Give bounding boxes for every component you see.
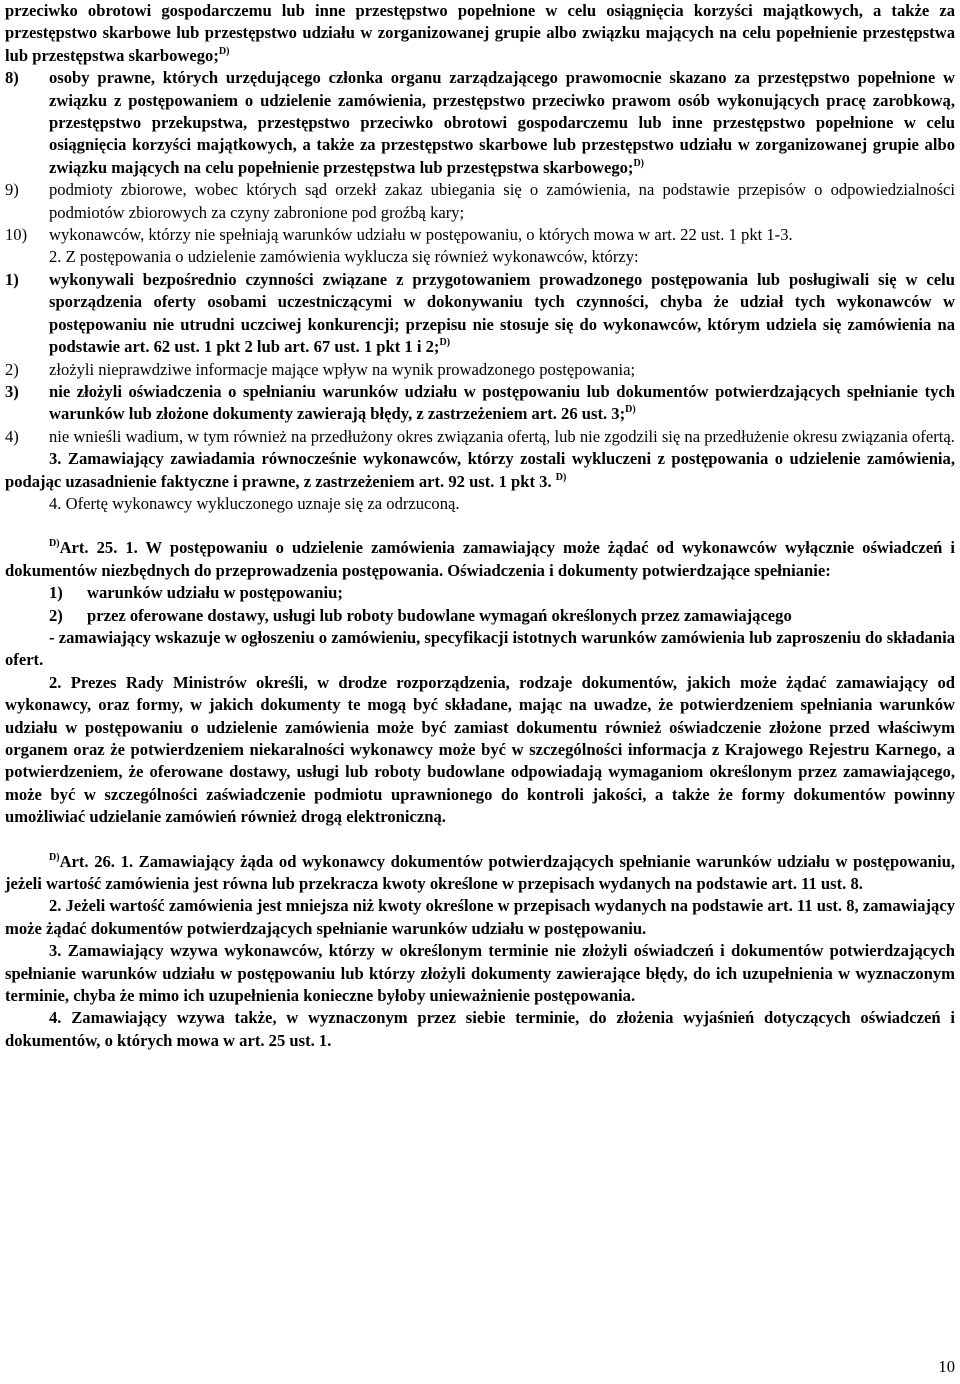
section-2-item-3: 3) nie złożyli oświadczenia o spełnianiu warunków udziału w postępowaniu lub dokumentów potwierdzających spełnianie tych warunków lub złożone dokumenty zawierają błędy, z zastrzeżeniem art. 26 ust. 3;$^{D)}$ [5,381,955,424]
section-2-item-1: 1) wykonywali bezpośrednio czynności związane z przygotowaniem prowadzonego postępowania lub posługiwali się w celu sporządzenia oferty osobami uczestniczącymi w dokonywaniu tych czynności, chyba że udział tych wykonawców w postępowaniu nie utrudni uczciwej konkurencji; przepisu nie stosuje się do wykonawców, którym udziela się zamówienia na podstawie art. 62 ust. 1 pkt 2 lub art. 67 ust. 1 pkt 1 i 2;$^{D)}$ [5,269,955,357]
list-item-9: 9) podmioty zbiorowe, wobec których sąd orzekł zakaz ubiegania się o zamówienia, na podstawie przepisów o odpowiedzialności podmiotów zbiorowych za czyny zabronione pod groźbą kary; [5,180,955,222]
spacer [5,515,955,537]
article-25-continuation: - zamawiający wskazuje w ogłoszeniu o zamówieniu, specyfikacji istotnych warunków zamówienia lub zaproszeniu do składania ofert. [5,627,955,670]
article-25: $^{D)}$Art. 25. 1. W postępowaniu o udzielenie zamówienia zamawiający może żądać od wykonawców wyłącznie oświadczeń i dokumentów niezbędnych do przeprowadzenia postępowania. Oświadczenia i dokumenty potwierdzające spełnianie: [5,538,955,580]
list-item-10: 10) wykonawców, którzy nie spełniają warunków udziału w postępowaniu, o których mowa w art. 22 ust. 1 pkt 1-3. [5,225,793,245]
page-number: 10 [938,1357,955,1376]
document-page [5,0,955,1052]
article-25-item-2: 2) przez oferowane dostawy, usługi lub roboty budowlane wymagań określonych przez zamawiającego [49,605,792,625]
article-26: $^{D)}$Art. 26. 1. Zamawiający żąda od wykonawcy dokumentów potwierdzających spełnianie warunków udziału w postępowaniu, jeżeli wartość zamówienia jest równa lub przekracza kwoty określone w przepisach wydanych na podstawie art. 11 ust. 8. [5,851,955,894]
article-25-item-1: 1) warunków udziału w postępowaniu; [49,583,343,603]
section-2-intro: 2. Z postępowania o udzielenie zamówienia wyklucza się również wykonawców, którzy: [49,247,639,267]
section-2-item-4: 4) nie wnieśli wadium, w tym również na przedłużony okres związania ofertą, lub nie zgodzili się na przedłużenie okresu związania ofertą. [5,426,955,446]
article-26-section-4: 4. Zamawiający wzywa także, w wyznaczonym przez siebie terminie, do złożenia wyjaśnień dotyczących oświadczeń i dokumentów, o których mowa w art. 25 ust. 1. [5,1008,955,1050]
list-item-8: 8) osoby prawne, których urzędującego członka organu zarządzającego prawomocnie skazano za przestępstwo popełnione w związku z postępowaniem o udzielenie zamówienia, przestępstwo przeciwko prawom osób wykonujących pracę zarobkową, przestępstwo przekupstwa, przestępstwo przeciwko obrotowi gospodarczemu lub inne przestępstwo popełnione w celu osiągnięcia korzyści majątkowych, a także za przestępstwo skarbowe lub przestępstwo udziału w zorganizowanej grupie albo związku mających na celu popełnienie przestępstwa lub przestępstwa skarbowego;$^{D)}$ [5,68,955,177]
section-3: 3. Zamawiający zawiadamia równocześnie wykonawców, którzy zostali wykluczeni z postępowania o udzielenie zamówienia, podając uzasadnienie faktyczne i prawne, z zastrzeżeniem art. 92 ust. 1 pkt 3. $^{D)}$ [5,449,955,491]
article-26-section-3: 3. Zamawiający wzywa wykonawców, którzy w określonym terminie nie złożyli oświadczeń i dokumentów potwierdzających spełnianie warunków udziału w postępowaniu lub którzy złożyli dokumenty zawierające błędy, do ich uzupełnienia w wyznaczonym terminie, chyba że mimo ich uzupełnienia konieczne byłoby unieważnienie postępowania. [5,941,955,1006]
article-25-section-2: 2. Prezes Rady Ministrów określi, w drodze rozporządzenia, rodzaje dokumentów, jakich może żądać zamawiający od wykonawcy, oraz formy, w jakich dokumenty te mogą być składane, mając na uwadze, że potwierdzeniem spełniania warunków udziału w postępowaniu o udzielenie zamówienia może być zamiast dokumentu również oświadczenie złożone przed właściwym organem oraz że potwierdzeniem niekaralności wykonawcy może być w szczególności informacja z Krajowego Rejestru Karnego, a potwierdzeniem, że oferowane dostawy, usługi lub roboty budowlane odpowiadają wymaganiom określonym przez zamawiającego, może być w szczególności zaświadczenie podmiotu uprawnionego do kontroli jakości, a także że formy dokumentów powinny umożliwiać udzielanie zamówień również drogą elektroniczną. [5,672,955,827]
spacer [5,829,955,851]
article-26-section-2: 2. Jeżeli wartość zamówienia jest mniejsza niż kwoty określone w przepisach wydanych na podstawie art. 11 ust. 8, zamawiający może żądać dokumentów potwierdzających spełnianie warunków udziału w postępowaniu. [5,896,955,938]
section-2-item-2: 2) złożyli nieprawdziwe informacje mające wpływ na wynik prowadzonego postępowania; [5,359,636,379]
continued-paragraph: przeciwko obrotowi gospodarczemu lub inne przestępstwo popełnione w celu osiągnięcia korzyści majątkowych, a także za przestępstwo skarbowe lub przestępstwo udziału w zorganizowanej grupie albo związku mających na celu popełnienie przestępstwa lub przestępstwa skarbowego;$^{D)}$ [5,1,955,65]
section-4: 4. Ofertę wykonawcy wykluczonego uznaje się za odrzuconą. [49,493,460,513]
